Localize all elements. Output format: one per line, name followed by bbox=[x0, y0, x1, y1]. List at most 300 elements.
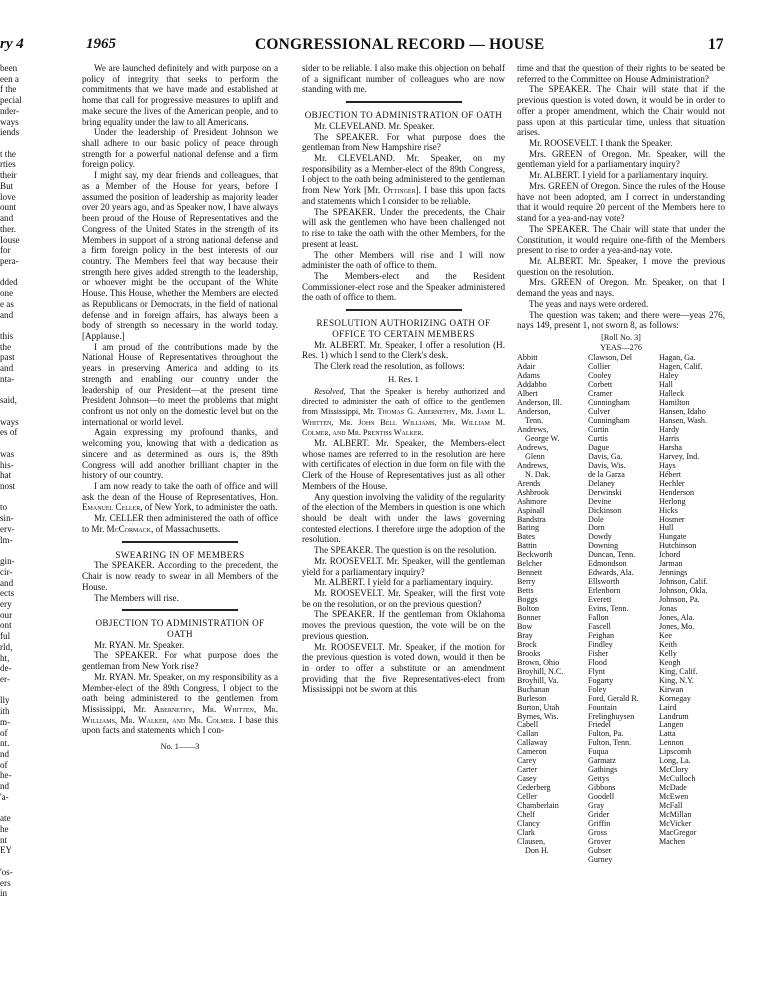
member-name: Feighan bbox=[588, 630, 615, 640]
fragment-line: nd bbox=[0, 749, 10, 759]
member-name: George W. bbox=[525, 433, 560, 443]
member-name: Laird bbox=[659, 702, 677, 712]
paragraph: Mr. ROOSEVELT. I thank the Speaker. bbox=[529, 138, 673, 149]
paragraph: Mr. ALBERT. I yield for a parliamentary inquiry. bbox=[314, 577, 494, 588]
member-name: Tenn. bbox=[525, 416, 544, 426]
paragraph: Mr. ROOSEVELT. Mr. Speaker, if the motion for the previous question is voted down, would it then be in order to offer a substitute or an amendment providing that the five Representatives-elect from Mississippi not be sworn at this bbox=[302, 641, 505, 695]
member-name: Johnson, Calif. bbox=[659, 577, 708, 587]
member-name: Cederberg bbox=[517, 783, 551, 793]
member-name: Kelly bbox=[659, 648, 677, 658]
member-name: Grover bbox=[588, 836, 611, 846]
member-name: Brooks bbox=[517, 648, 541, 658]
member-name: Carter bbox=[517, 765, 538, 775]
member-name: Bray bbox=[517, 630, 533, 640]
member-name: Carey bbox=[517, 756, 537, 766]
member-name: Hechler bbox=[659, 478, 685, 488]
member-name: Jonas bbox=[659, 604, 677, 614]
member-name: Haley bbox=[659, 371, 679, 381]
member-name: Flood bbox=[588, 657, 607, 667]
member-name: Erlenborn bbox=[588, 586, 621, 596]
member-name: Cunningham bbox=[588, 398, 630, 408]
fragment-line: and bbox=[0, 363, 14, 374]
member-name: Byrnes, Wis. bbox=[517, 711, 559, 721]
member-name: Ford, Gerald R. bbox=[588, 693, 639, 703]
member-name: Langen bbox=[659, 720, 684, 730]
text: , of New York, to administer the oath. bbox=[140, 502, 278, 513]
member-name: Boggs bbox=[517, 595, 538, 605]
member-name: Delaney bbox=[588, 478, 615, 488]
member-name: Cunningham bbox=[588, 416, 630, 426]
paragraph: The Clerk read the resolution, as follows: bbox=[314, 360, 465, 371]
fragment-line: pecial bbox=[0, 95, 22, 106]
fragment-line: to bbox=[0, 502, 8, 513]
member-name: Cabell bbox=[517, 720, 539, 730]
fragment-line: iends bbox=[0, 127, 20, 138]
fragment-line: and bbox=[0, 577, 14, 588]
fragment-line: lly bbox=[0, 695, 10, 706]
paragraph: The SPEAKER. For what purpose does the gentleman from New Hampshire rise? bbox=[302, 131, 505, 153]
member-name: Edwards, Ala. bbox=[588, 568, 634, 578]
resolution-label: H. Res. 1 bbox=[388, 374, 419, 384]
paragraph: Again expressing my profound thanks, and welcoming you, knowing that with a dedication as sincere and as determined as ours is, the 89th Congress will add another brilliant chapter in the history of our country. bbox=[82, 427, 278, 481]
member-name: Hicks bbox=[659, 505, 678, 515]
member-name: Buchanan bbox=[517, 684, 550, 694]
fragment-line: he bbox=[0, 824, 9, 835]
paragraph: The Members-elect and the Resident Commissioner-elect rose and the Speaker administered the oath of office to them. bbox=[302, 270, 505, 303]
member-name: Hansen, Wash. bbox=[659, 416, 707, 426]
fragment-line bbox=[0, 138, 25, 149]
member-name: Davis, Wis. bbox=[588, 460, 626, 470]
member-name: Harsha bbox=[659, 442, 682, 452]
text: Mr. RYAN. Mr. Speaker, on my responsibility as a Member-elect of the 89th Congress, I object to the oath being administered to the gentlemen from Mississippi, Mr. bbox=[82, 671, 278, 714]
fragment-line: gin- bbox=[0, 556, 15, 567]
member-name: Glenn bbox=[525, 451, 545, 461]
member-name: Derwinski bbox=[588, 487, 622, 497]
member-name: Dole bbox=[588, 514, 604, 524]
fragment-line: nt bbox=[0, 834, 8, 845]
fragment-line: 'os- bbox=[0, 866, 13, 877]
fragment-line: Iouse bbox=[0, 234, 20, 245]
fragment-line: of bbox=[0, 727, 8, 738]
fragment-line: pera- bbox=[0, 255, 19, 266]
member-name: Andrews, bbox=[517, 442, 549, 452]
member-name: Harris bbox=[659, 433, 680, 443]
paragraph: Under the leadership of President Johnson we shall adhere to our basic policy of peace through strength for a powerful national defense and a firm foreign policy. bbox=[82, 127, 278, 170]
member-name: Callaway bbox=[517, 738, 548, 748]
fragment-line: t the bbox=[0, 148, 16, 159]
member-name: Fisher bbox=[588, 648, 609, 658]
paragraph bbox=[82, 481, 278, 513]
member-name: Burleson bbox=[517, 693, 547, 703]
fragment-line: ith bbox=[0, 706, 10, 717]
roll-call-list bbox=[517, 354, 725, 864]
fragment-line: love bbox=[0, 191, 16, 202]
member-name: Devine bbox=[588, 496, 612, 506]
member-name: Emanuel Celler bbox=[82, 502, 141, 513]
member-name: Kirwan bbox=[659, 684, 684, 694]
paragraph: The question was taken; and there were—yeas 276, nays 149, present 1, not sworn 8, as follows: bbox=[517, 309, 725, 331]
member-name: Frelinghuysen bbox=[588, 711, 635, 721]
member-name: Keith bbox=[659, 639, 677, 649]
member-name: Brown, Ohio bbox=[517, 657, 560, 667]
member-name: Fulton, Pa. bbox=[588, 729, 624, 739]
fragment-line: this bbox=[0, 330, 14, 341]
member-name: N. Dak. bbox=[525, 469, 551, 479]
member-name: McClory bbox=[659, 765, 689, 775]
text: I am now ready to take the oath of office and will ask the dean of the House of Representatives, Hon. bbox=[82, 481, 278, 502]
fragment-line: nder- bbox=[0, 105, 20, 116]
member-name: McVicker bbox=[659, 818, 692, 828]
member-name: Johnson, Pa. bbox=[659, 595, 700, 605]
member-name: Albert bbox=[517, 389, 538, 399]
member-name: de la Garza bbox=[588, 469, 625, 479]
member-name: Henderson bbox=[659, 487, 695, 497]
member-name: Chelf bbox=[517, 809, 535, 819]
names-column-b bbox=[588, 354, 654, 864]
fragment-line: ers bbox=[0, 877, 11, 888]
fragment-line: erv- bbox=[0, 523, 15, 534]
member-name: Fuqua bbox=[588, 747, 609, 757]
paragraph: The yeas and nays were ordered. bbox=[529, 298, 649, 309]
fragment-line: been bbox=[0, 63, 18, 73]
paragraph: The SPEAKER. The Chair will state that if the previous question is voted down, it would be in order to offer a proper amendment, which the Chair would not pass upon at this particular time, unless that situation arises. bbox=[517, 84, 725, 138]
fragment-line: ful bbox=[0, 631, 11, 642]
member-name: Abbitt bbox=[517, 353, 538, 363]
member-name: Clark bbox=[517, 827, 535, 837]
member-name: Jones, Ala. bbox=[659, 613, 695, 623]
member-name: Hall bbox=[659, 380, 673, 390]
member-name: Gurney bbox=[588, 854, 613, 864]
fragment-line: nost bbox=[0, 481, 16, 492]
section-rule bbox=[122, 609, 238, 611]
fragment-line: he- bbox=[0, 770, 12, 781]
paragraph: The SPEAKER. Under the precedents, the Chair will ask the gentlemen who have been challenged not to rise to take the oath with the other Members, for the present at least. bbox=[302, 206, 505, 249]
member-name: Gathings bbox=[588, 765, 618, 775]
member-name: Hungate bbox=[659, 532, 687, 542]
roll-number: [Roll No. 3] bbox=[601, 332, 641, 342]
member-name: Baring bbox=[517, 523, 540, 533]
paragraph: The Members will rise. bbox=[94, 592, 179, 603]
paragraph: The SPEAKER. For what purpose does the gentleman from New York rise? bbox=[82, 650, 278, 672]
member-name: Bates bbox=[517, 532, 535, 542]
paragraph: Any question involving the validity of the regularity of the election of the Members in question is one which should be dealt with under the laws governing contested elections. I therefore urge the adoption of the resolution. bbox=[302, 491, 505, 545]
text: . bbox=[421, 427, 424, 437]
fragment-line: rld, bbox=[0, 641, 13, 652]
member-name: Garmatz bbox=[588, 756, 616, 766]
member-name: Ashbrook bbox=[517, 487, 549, 497]
member-name: McFall bbox=[659, 801, 683, 811]
fragment-line: of bbox=[0, 759, 8, 770]
text: Mr. CLEVELAND. Mr. Speaker, on my responsibility as a Member-elect of the 89th Congress, I object to the oath being administered to the gentleman from New York [Mr. bbox=[302, 153, 505, 196]
fragment-line: hat bbox=[0, 470, 12, 481]
paragraph: The other Members will rise and I will now administer the oath of office to them. bbox=[302, 249, 505, 271]
fragment-line: dded bbox=[0, 277, 18, 288]
member-names: Thomas G. Abernethy, Mr. Jamie L. Whitten, Mr. John Bell Williams, Mr. William M. Colmer, and Mr. Prentiss Walker bbox=[302, 407, 506, 437]
fragment-line: nd bbox=[0, 781, 10, 792]
member-name: Duncan, Tenn. bbox=[588, 550, 636, 560]
member-name: Hull bbox=[659, 523, 674, 533]
column-3 bbox=[517, 63, 725, 865]
fragment-line: said, bbox=[0, 395, 17, 406]
member-name: Andrews, bbox=[517, 425, 549, 434]
member-name: Berry bbox=[517, 577, 536, 587]
fragment-line: cir- bbox=[0, 566, 13, 577]
member-name: Anderson, Ill. bbox=[517, 398, 562, 408]
member-name: Broyhill, Va. bbox=[517, 675, 559, 685]
section-heading: RESOLUTION AUTHORIZING OATH OF OFFICE TO CERTAIN MEMBERS bbox=[316, 318, 491, 339]
paragraph: Mr. ALBERT. Mr. Speaker, the Members-elect whose names are referred to in the resolution are here with certificates of election in due form on file with the Clerk of the House of Representatives just as all other Members of the House. bbox=[302, 437, 505, 491]
fragment-line: es of bbox=[0, 427, 18, 438]
fragment-line: ate bbox=[0, 813, 11, 824]
fragment-line: de- bbox=[0, 663, 12, 674]
member-name: Battin bbox=[517, 541, 537, 551]
member-name: Hagen, Calif. bbox=[659, 362, 703, 372]
header-title: CONGRESSIONAL RECORD — HOUSE bbox=[255, 36, 545, 53]
fragment-line: his- bbox=[0, 459, 14, 470]
fragment-line: nta- bbox=[0, 373, 15, 384]
paragraph: The SPEAKER. According to the precedent, the Chair is now ready to swear in all Members of the House. bbox=[82, 560, 278, 592]
member-name: Jarman bbox=[659, 559, 683, 569]
previous-column-fragment bbox=[0, 63, 25, 899]
fragment-line: sin- bbox=[0, 513, 14, 524]
member-name: Aspinall bbox=[517, 505, 545, 515]
member-name: Johnson, Okla. bbox=[659, 586, 708, 596]
member-name: Clausen, bbox=[517, 836, 546, 846]
member-name: McEwen bbox=[659, 792, 689, 802]
member-name: Findley bbox=[588, 639, 613, 649]
paragraph: time and that the question of their rights to be seated be referred to the Committee on House Administration? bbox=[517, 63, 725, 84]
resolved-lead: Resolved, bbox=[314, 386, 346, 396]
fragment-line: But bbox=[0, 180, 14, 191]
member-name: Bandstra bbox=[517, 514, 546, 524]
member-name: Davis, Ga. bbox=[588, 451, 623, 461]
fragment-line: one bbox=[0, 288, 14, 299]
member-name: Long, La. bbox=[659, 756, 691, 766]
member-name: Landrum bbox=[659, 711, 689, 721]
paragraph bbox=[82, 513, 278, 534]
paragraph: The SPEAKER. The Chair will state that under the Constitution, it would require one-fifth of the Members present to rise to order a yea-and-nay vote. bbox=[517, 223, 725, 256]
fragment-line: and bbox=[0, 309, 14, 320]
page-header bbox=[0, 36, 763, 56]
member-name: Betts bbox=[517, 586, 534, 596]
member-name: King, Calif. bbox=[659, 666, 698, 676]
member-name: Hardy bbox=[659, 425, 680, 434]
fragment-line: ways bbox=[0, 416, 19, 427]
fragment-line: the bbox=[0, 341, 12, 352]
member-name: Lennon bbox=[659, 738, 684, 748]
member-name: Broyhill, N.C. bbox=[517, 666, 564, 676]
member-name: Hébert bbox=[659, 469, 682, 479]
member-name: Everett bbox=[588, 595, 612, 605]
fragment-line: ther. bbox=[0, 223, 16, 234]
member-name: Lipscomb bbox=[659, 747, 692, 757]
member-name: Machen bbox=[659, 836, 686, 846]
fragment-line: lm- bbox=[0, 534, 13, 545]
member-name: Brock bbox=[517, 639, 537, 649]
member-name: Adams bbox=[517, 371, 540, 381]
member-name: Ellsworth bbox=[588, 577, 620, 587]
paragraph: Mr. ALBERT. Mr. Speaker, I move the previous question on the resolution. bbox=[517, 255, 725, 277]
member-name: Bennett bbox=[517, 568, 543, 578]
member-name: Clawson, Del bbox=[588, 353, 633, 363]
member-name: Don H. bbox=[525, 845, 549, 855]
section-heading: SWEARING IN OF MEMBERS bbox=[115, 549, 245, 560]
member-name: Culver bbox=[588, 407, 611, 417]
member-name: Bow bbox=[517, 621, 533, 631]
fragment-line: ways bbox=[0, 116, 19, 127]
text: . I base this upon facts and statements which I con- bbox=[82, 714, 278, 736]
paragraph: I am proud of the contributions made by the National House of Representatives throughout the years in preserving America and adding to its strength and enabling our country under the leadership of our President—at the present time President Johnson—to meet the problems that might confront us not only on the domestic level but on the international or world level. bbox=[82, 341, 278, 427]
fragment-line: ount bbox=[0, 202, 17, 213]
member-name: Dickinson bbox=[588, 505, 622, 515]
fragment-line bbox=[0, 438, 25, 449]
text: ]. I base this upon facts and statements which I consider to be reliable. bbox=[302, 185, 505, 206]
page-footer-mark: No. 1——3 bbox=[160, 742, 200, 752]
fragment-line bbox=[0, 406, 25, 417]
fragment-line: een a bbox=[0, 73, 19, 84]
member-name: Curtis bbox=[588, 433, 608, 443]
paragraph bbox=[82, 672, 278, 736]
member-name: Celler bbox=[517, 792, 537, 802]
page-number: 17 bbox=[708, 36, 724, 53]
fragment-line bbox=[0, 492, 25, 503]
names-column-c bbox=[659, 354, 725, 864]
member-name: Dague bbox=[588, 442, 610, 452]
header-year: 1965 bbox=[86, 36, 116, 52]
paragraph: The SPEAKER. If the gentleman from Oklahoma moves the previous question, the vote will be on the previous question. bbox=[302, 609, 505, 641]
fragment-line: nt. bbox=[0, 738, 10, 749]
member-name: Harvey, Ind. bbox=[659, 451, 700, 461]
paragraph: Mrs. GREEN of Oregon. Mr. Speaker, on that I demand the yeas and nays. bbox=[517, 277, 725, 299]
member-name: Arends bbox=[517, 478, 541, 488]
member-name: Cooley bbox=[588, 371, 612, 381]
member-name: Dowdy bbox=[588, 532, 612, 542]
member-name: King, N.Y. bbox=[659, 675, 694, 685]
fragment-line: for bbox=[0, 245, 11, 256]
paragraph: Mr. ROOSEVELT. Mr. Speaker, will the gentleman yield for a parliamentary inquiry? bbox=[302, 555, 505, 577]
fragment-line: ht, bbox=[0, 652, 10, 663]
member-name: Gross bbox=[588, 827, 607, 837]
member-name: Bonner bbox=[517, 613, 541, 623]
member-name: Andrews, bbox=[517, 460, 549, 470]
fragment-line bbox=[0, 267, 25, 278]
section-rule bbox=[346, 309, 462, 311]
member-name: Halleck bbox=[659, 389, 685, 399]
column-2 bbox=[302, 63, 505, 695]
member-name: Hamilton bbox=[659, 398, 690, 408]
paragraph: sider to be reliable. I also make this objection on behalf of a significant number of colleagues who are now standing with me. bbox=[302, 63, 505, 95]
section-heading: OBJECTION TO ADMINISTRATION OF OATH bbox=[304, 110, 503, 121]
member-name: Casey bbox=[517, 774, 537, 784]
member-name: Fulton, Tenn. bbox=[588, 738, 632, 748]
member-name: Hagan, Ga. bbox=[659, 353, 696, 363]
fragment-line: ont bbox=[0, 620, 12, 631]
member-name: Gettys bbox=[588, 774, 610, 784]
fragment-line: ery bbox=[0, 598, 12, 609]
member-name: Jennings bbox=[659, 568, 688, 578]
member-name: Ottinger bbox=[383, 185, 416, 196]
member-name: Flynt bbox=[588, 666, 606, 676]
paragraph: I might say, my dear friends and colleagues, that as a Member of the House for years, before I assumed the position of leadership as majority leader over 20 years ago, and as Speaker now, I have always been proud of the House of Representatives and the Congress of the United States in the strength of its Members in support of a strong national defense and a firm foreign policy in the best interests of our country. The Members feel that way because their strength here gives added strength to the leadership, or whoever might be the occupant of the White House. This House, whether the Members are elected as Republicans or Democrats, in the field of national defense and in foreign affairs, has always been a body of strength so necessary in the world today. [Applause.] bbox=[82, 170, 278, 341]
member-name: Jones, Mo. bbox=[659, 621, 695, 631]
paragraph: We are launched definitely and with purpose on a policy of integrity that seeks to perform the commitments that we have made and established at home that call for progressive measures to uplift and make secure the lives of the American people, and to bring equality under the law to all Americans. bbox=[82, 63, 278, 127]
member-name: Addabbo bbox=[517, 380, 547, 390]
section-heading: OBJECTION TO ADMINISTRATION OF OATH bbox=[95, 618, 265, 639]
paragraph: Mr. ROOSEVELT. Mr. Speaker, will the first vote be on the resolution, or on the previous question? bbox=[302, 587, 505, 609]
member-name: Callan bbox=[517, 729, 539, 739]
member-name: Cameron bbox=[517, 747, 547, 757]
fragment-line: rties bbox=[0, 159, 16, 170]
member-name: Griffin bbox=[588, 818, 611, 828]
fragment-line: f the bbox=[0, 84, 17, 95]
member-name: Cramer bbox=[588, 389, 613, 399]
member-name: Gibbons bbox=[588, 783, 616, 793]
member-name: Goodell bbox=[588, 792, 615, 802]
member-name: Hosmer bbox=[659, 514, 685, 524]
member-name: Anderson, bbox=[517, 407, 551, 417]
member-name: Kornegay bbox=[659, 693, 691, 703]
member-name: Chamberlain bbox=[517, 801, 559, 811]
member-name: McDade bbox=[659, 783, 687, 793]
fragment-line: their bbox=[0, 170, 17, 181]
paragraph: Mr. ALBERT. Mr. Speaker, I offer a resolution (H. Res. 1) which I send to the Clerk's desk. bbox=[302, 339, 505, 361]
member-name: Keogh bbox=[659, 657, 681, 667]
member-name: Fogarty bbox=[588, 675, 614, 685]
member-name: Gray bbox=[588, 801, 605, 811]
member-name: Beckworth bbox=[517, 550, 553, 560]
fragment-line bbox=[0, 385, 25, 396]
member-name: McCormack bbox=[106, 523, 152, 534]
member-name: Herlong bbox=[659, 496, 686, 506]
member-name: Downing bbox=[588, 541, 619, 551]
member-name: McCulloch bbox=[659, 774, 696, 784]
member-name: Clancy bbox=[517, 818, 540, 828]
fragment-line: our bbox=[0, 609, 13, 620]
fragment-line bbox=[0, 856, 25, 867]
fragment-line: and bbox=[0, 213, 14, 224]
member-name: Ashmore bbox=[517, 496, 547, 506]
member-name: McMillan bbox=[659, 809, 692, 819]
paragraph: Mrs. GREEN of Oregon. Mr. Speaker, will the gentleman yield for a parliamentary inquiry? bbox=[517, 148, 725, 170]
paragraph: The SPEAKER. The question is on the resolution. bbox=[314, 545, 497, 556]
fragment-line: m- bbox=[0, 716, 11, 727]
fragment-line bbox=[0, 320, 25, 331]
fragment-line: 'a- bbox=[0, 791, 9, 802]
member-name: Friedel bbox=[588, 720, 611, 730]
member-name: MacGregor bbox=[659, 827, 697, 837]
member-name: Fallon bbox=[588, 613, 609, 623]
fragment-line bbox=[0, 685, 25, 696]
section-rule bbox=[122, 541, 238, 543]
text: , of Massachusetts. bbox=[151, 523, 221, 534]
member-name: Edmondson bbox=[588, 559, 627, 569]
member-name: Fascell bbox=[588, 621, 611, 631]
paragraph: Mrs. GREEN of Oregon. Since the rules of the House have not been adopted, am I correct in understanding that it would require 20 percent of the Members here to stand for a yea-and-nay vote? bbox=[517, 180, 725, 224]
resolution-text bbox=[302, 387, 505, 438]
member-name: Fountain bbox=[588, 702, 617, 712]
member-name: Evins, Tenn. bbox=[588, 604, 629, 614]
yeas-heading: YEAS—276 bbox=[600, 343, 642, 353]
text: Mr. CELLER then administered the oath of office to Mr. bbox=[82, 513, 278, 534]
fragment-line: past bbox=[0, 352, 15, 363]
member-names: Abernethy, Mr. Whitten, Mr. Williams, Mr. Walker, and Mr. Colmer bbox=[82, 703, 279, 725]
member-name: Dorn bbox=[588, 523, 605, 533]
fragment-line bbox=[0, 803, 25, 814]
paragraph: Mr. ALBERT. I yield for a parliamentary inquiry. bbox=[529, 170, 709, 181]
member-name: Collier bbox=[588, 362, 611, 372]
member-name: Belcher bbox=[517, 559, 543, 569]
previous-page-fragment: ry 4 bbox=[0, 36, 24, 52]
